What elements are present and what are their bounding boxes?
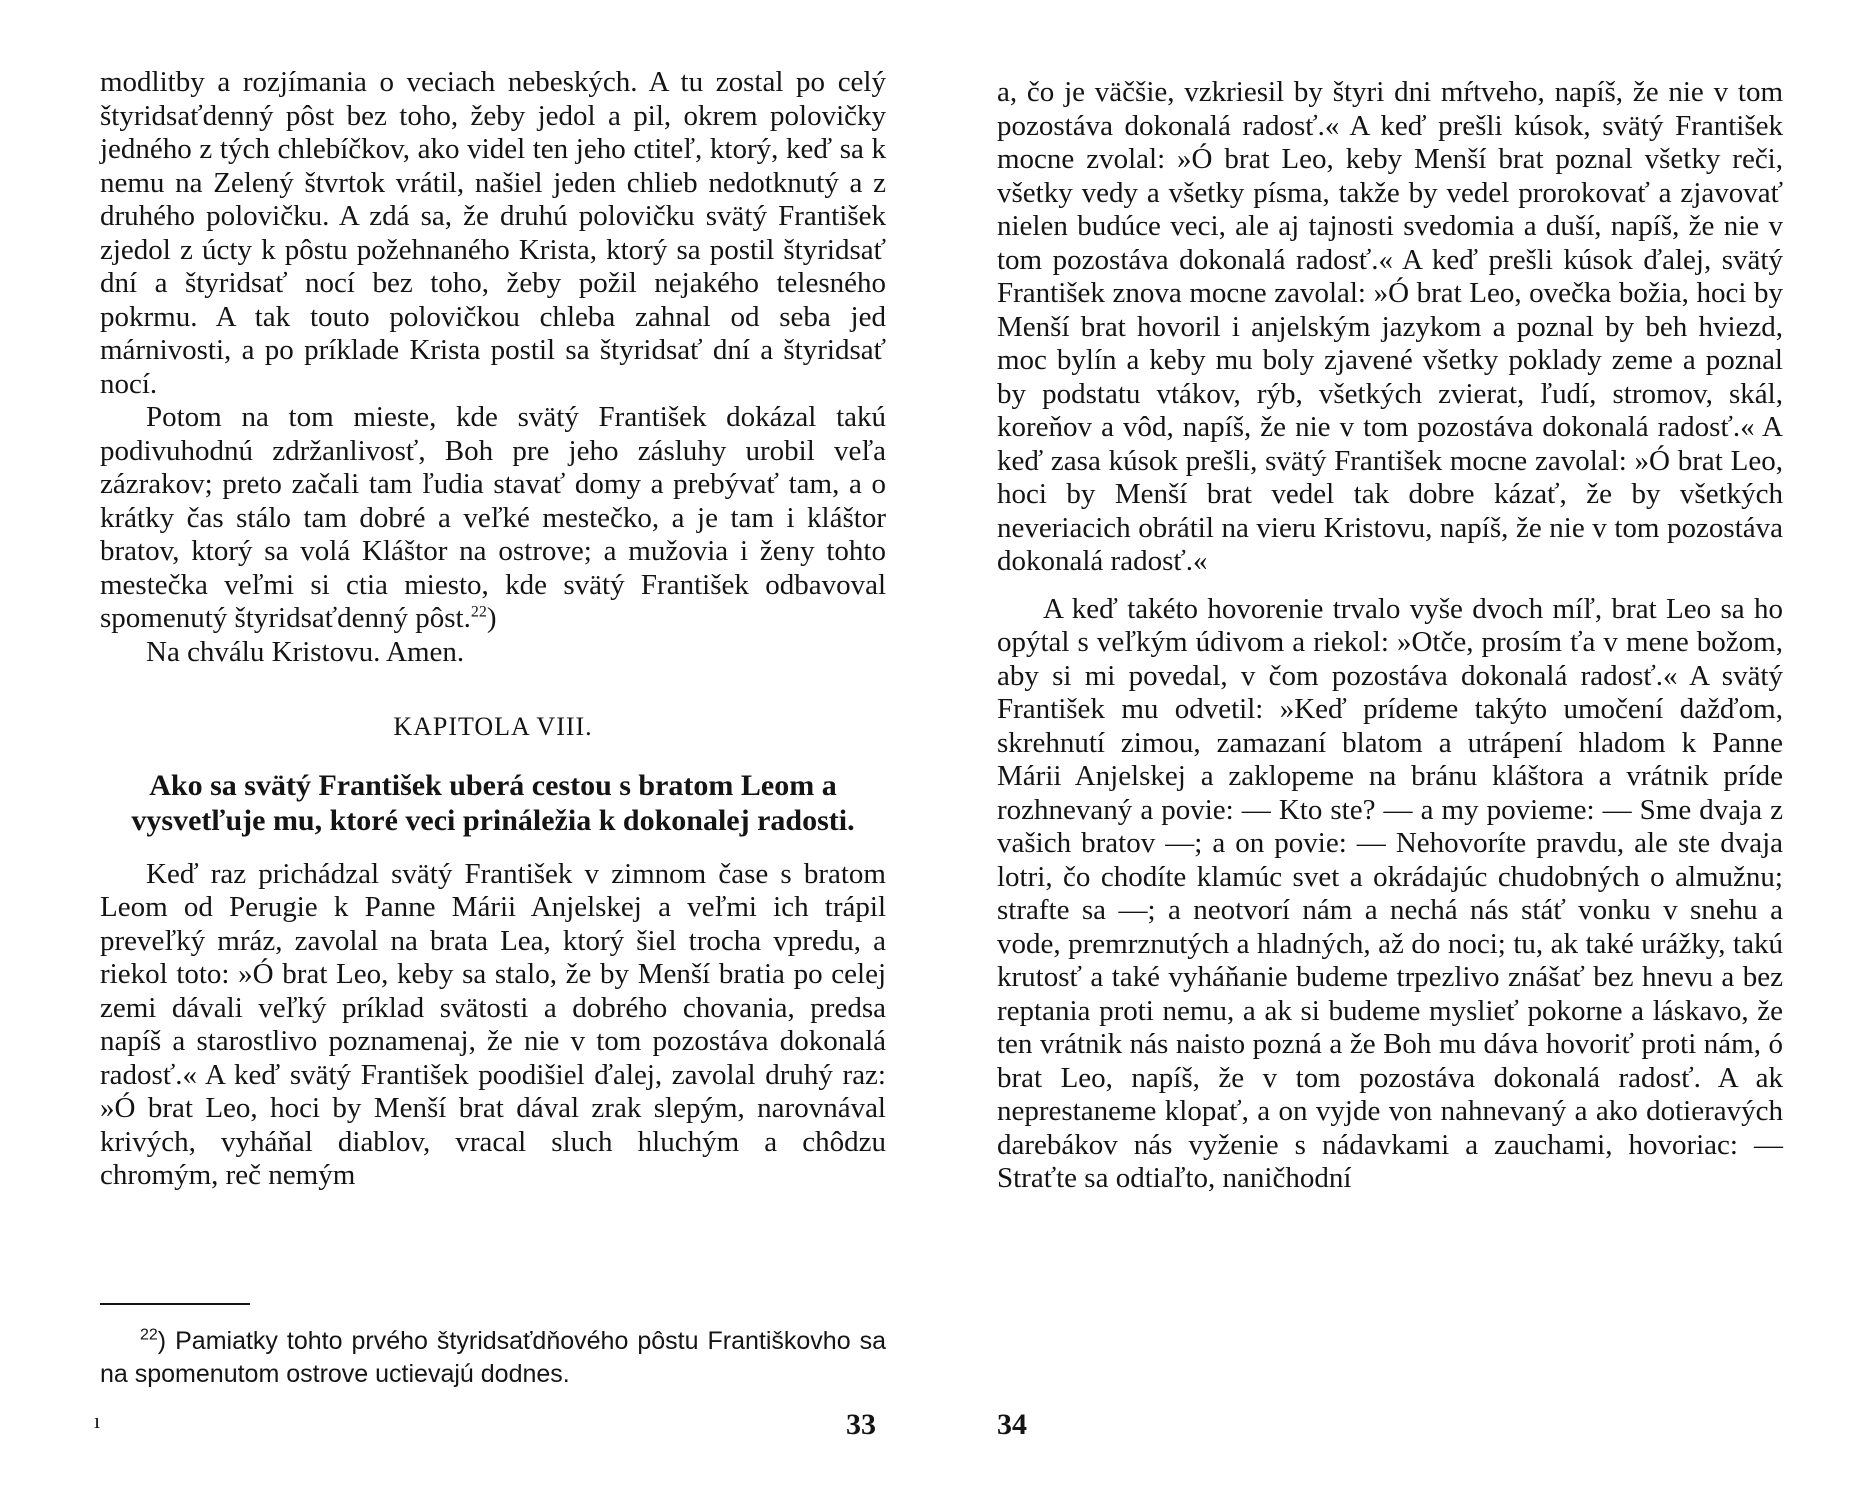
chapter-heading: Ako sa svätý František uberá cestou s bratom Leom a vysvetľuje mu, ktoré veci prináležia k dokonalej radosti. (131, 768, 855, 837)
footnote-mark: 22 (140, 1326, 158, 1344)
page-number: 34 (997, 1408, 1027, 1441)
paragraph: modlitby a rozjímania o veciach nebeských. A tu zostal po celý štyridsaťdenný pôst bez toho, žeby jedol a pil, okrem polovičky jedného z tých chlebíčkov, ako videl ten jeho ctiteľ, ktorý, keď sa k nemu na Zelený štvrtok vrátil, našiel jeden chlieb nedotknutý a z druhého polovičku. A zdá sa, že druhú polovičku svätý František zjedol z úcty k pôstu požehnaného Krista, ktorý sa postil štyridsať dní a štyridsať nocí bez toho, žeby požil nejakého telesného pokrmu. A tak touto polovičkou chleba zahnal od seba jed márnivosti, a po príklade Krista postil sa štyridsať dní a štyridsať nocí. (100, 66, 886, 400)
page-number: 33 (846, 1408, 876, 1441)
closing-line: Na chválu Kristovu. Amen. (146, 635, 465, 668)
paragraph: a, čo je väčšie, vzkriesil by štyri dni mŕtveho, napíš, že nie v tom pozostáva dokonalá radosť.« A keď prešli kúsok, svätý František mocne zvolal: »Ó brat Leo, keby Menší brat poznal všetky reči, všetky vedy a všetky písma, takže by vedel prorokovať a zjavovať nielen budúce veci, ale aj tajnosti svedomia a duší, napíš, že nie v tom pozostáva dokonalá radosť.« A keď prešli kúsok ďalej, svätý František znova mocne zavolal: »Ó brat Leo, ovečka božia, hoci by Menší brat hovoril i anjelským jazykom a poznal by beh hviezd, moc bylín a keby mu boly zjavené všetky poklady zeme a poznal by podstatu vtákov, rýb, všetkých zvierat, ľudí, stromov, skál, koreňov a vôd, napíš, že nie v tom pozostáva dokonalá radosť.« A keď zasa kúsok prešli, svätý František mocne zavolal: »Ó brat Leo, hoci by Menší brat vedel tak dobre kázať, že by všetkých neveriacich obrátil na vieru Kristovu, napíš, že nie v tom pozostáva dokonalá radosť.« (997, 76, 1783, 577)
footnote (100, 1325, 886, 1391)
paragraph-tail: ) (486, 602, 497, 634)
paragraph: Keď raz prichádzal svätý František v zimnom čase s bratom Leom od Perugie k Panne Márii Anjelskej a veľmi ich trápil preveľký mráz, zavolal na brata Lea, ktorý šiel trocha vpredu, a riekol toto: »Ó brat Leo, keby sa stalo, že by Menší bratia po celej zemi dávali veľký príklad svätosti a dobrého chovania, predsa napíš a starostlivo poznamenaj, že nie v tom pozostáva dokonalá radosť.« A keď svätý František poodišiel ďalej, zavolal druhý raz: »Ó brat Leo, hoci by Menší brat dával zrak slepým, narovnával krivých, vyháňal diablov, vracal sluch hluchým a chôdzu chromým, reč nemým (100, 857, 886, 1191)
right-text-column (997, 76, 1783, 1196)
right-page (931, 0, 1862, 1500)
left-text-column (100, 66, 886, 1193)
paragraph: A keď takéto hovorenie trvalo vyše dvoch míľ, brat Leo sa ho opýtal s veľkým údivom a riekol: »Otče, prosím ťa v mene božom, aby si mi povedal, v čom pozostáva dokonalá radosť.« A svätý František mu odvetil: »Keď prídeme takýto umočení dažďom, skrehnutí zimou, zamazaní blatom a utrápení hladom k Panne Márii Anjelskej a zaklopeme na bránu kláštora a vrátnik príde rozhnevaný a povie: — Kto ste? — a my povieme: — Sme dvaja z vašich bratov —; a on povie: — Nehovoríte pravdu, ale ste dvaja lotri, čo chodíte klamúc svet a okrádajúc chudobných o almužnu; strafte sa —; a neotvorí nám a nechá nás stáť vonku v snehu a vode, premrznutých a hladných, až do noci; tu, ak také urážky, takú krutosť a také vyháňanie budeme trpezlivo znášať bez hnevu a bez reptania proti nemu, a ak si budeme myslieť pokorne a láskavo, že ten vrátnik nás naisto pozná a že Boh mu dáva hovoriť proti nám, ó brat Leo, napíš, že v tom pozostáva dokonalá radosť. A ak neprestaneme klopať, a on vyjde von nahnevaný a ako dotieravých darebákov nás vyženie s nádavkami a zauchami, hovoriac: — Straťte sa odtiaľto, naničhodní (997, 592, 1783, 1194)
footnote-reference: 22 (470, 603, 487, 621)
footnote-text: ) Pamiatky tohto prvého štyridsaťdňového pôstu Františkovho sa na spomenutom ostrove uctievajú dodnes. (100, 1327, 886, 1388)
chapter-title: KAPITOLA VIII. (393, 712, 593, 741)
margin-mark: ı (94, 1408, 101, 1433)
footnote-divider (100, 1303, 250, 1305)
paragraph-text: Potom na tom mieste, kde svätý František dokázal takú podivuhodnú zdržanlivosť, Boh pre jeho zásluhy urobil veľa zázrakov; preto začali tam ľudia stavať domy a prebývať tam, a o krátky čas stálo tam dobré a veľké mestečko, a je tam i kláštor bratov, ktorý sa volá Kláštor na ostrove; a mužovia i ženy tohto mestečka veľmi si ctia miesto, kde svätý František odbavoval spomenutý štyridsaťdenný pôst. (100, 401, 886, 634)
paragraph (100, 401, 886, 636)
